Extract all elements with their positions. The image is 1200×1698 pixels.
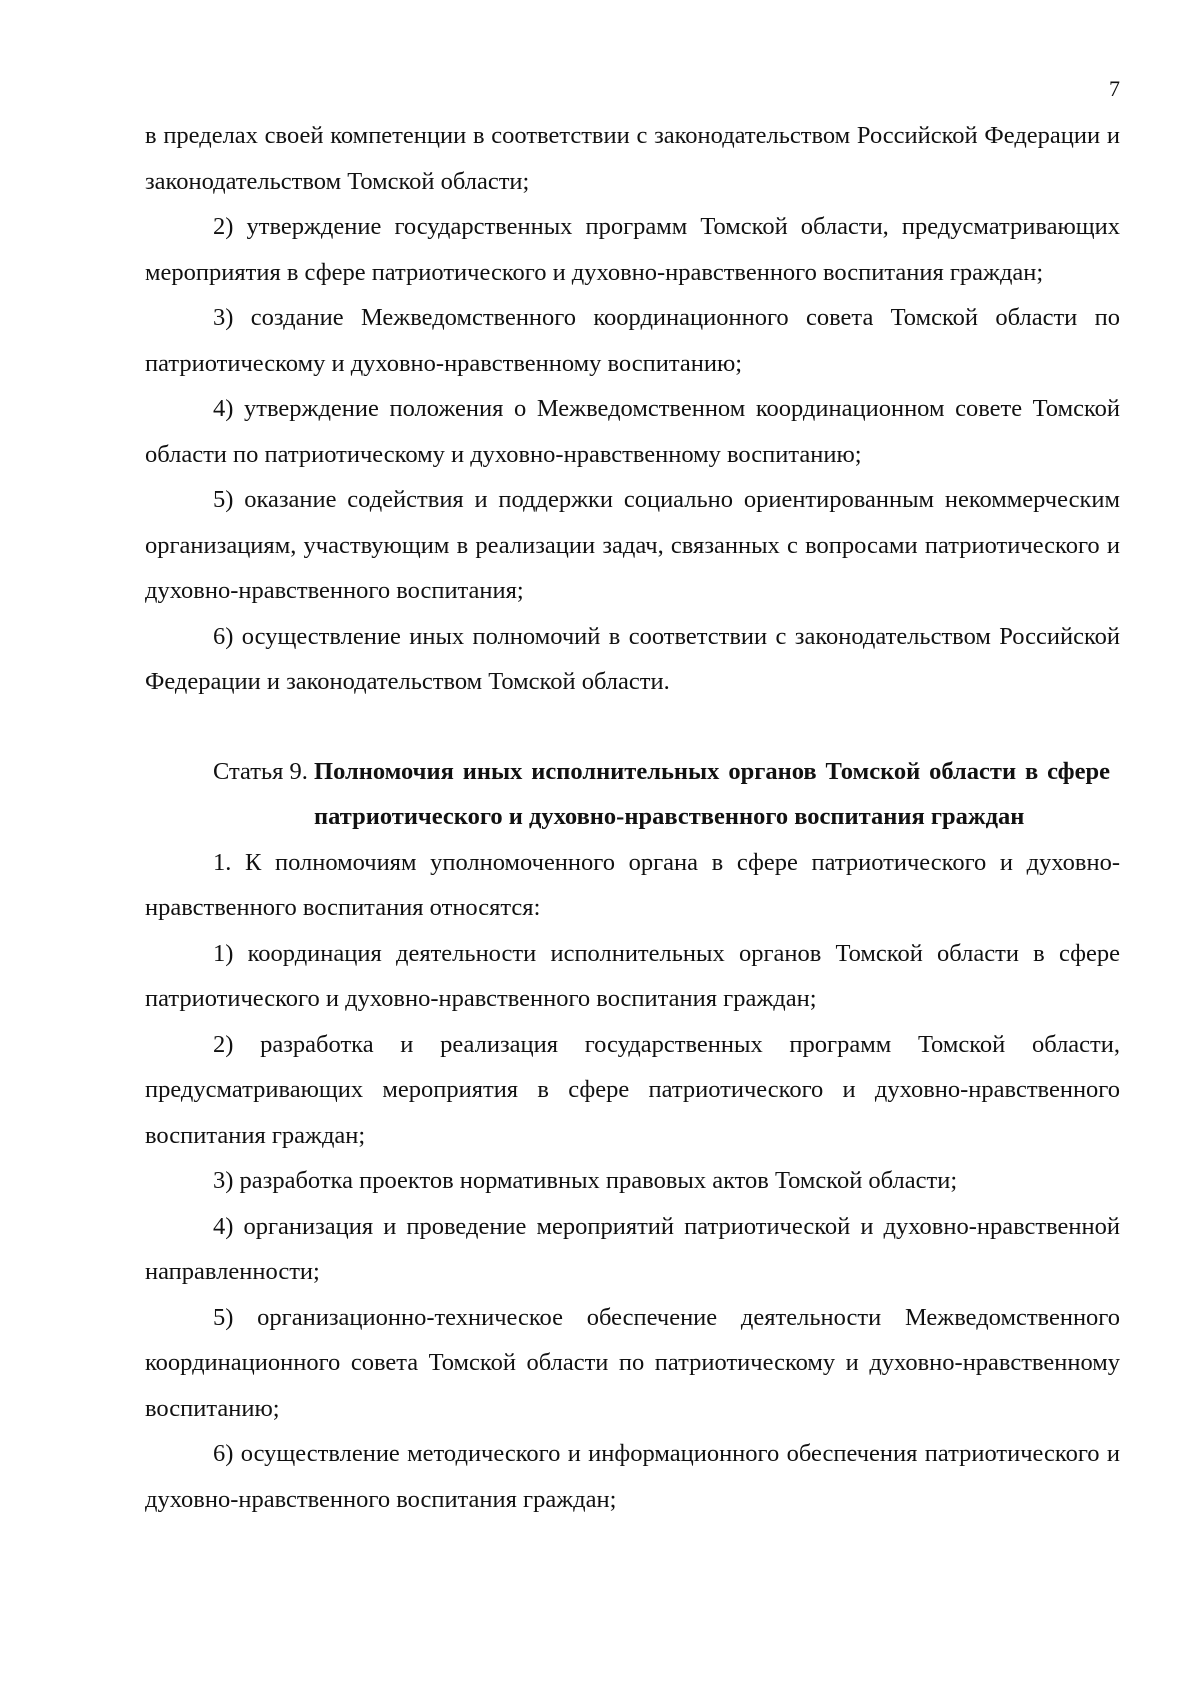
paragraphs-after-article — [145, 840, 1120, 1523]
paragraph: 4) утверждение положения о Межведомственном координационном совете Томской области по патриотическому и духовно-нравственному воспитанию; — [145, 395, 1120, 468]
paragraph: в пределах своей компетенции в соответствии с законодательством Российской Федерации и законодательством Томской области; — [145, 122, 1120, 195]
paragraph: 2) разработка и реализация государственных программ Томской области, предусматривающих мероприятия в сфере патриотического и духовно-нравственного воспитания граждан; — [145, 1030, 1120, 1149]
paragraph: 3) разработка проектов нормативных правовых актов Томской области; — [213, 1167, 958, 1194]
paragraph: 6) осуществление методического и информационного обеспечения патриотического и духовно-нравственного воспитания граждан; — [145, 1440, 1120, 1513]
article-title: Полномочия иных исполнительных органов Томской области в сфере патриотического и духовно-нравственного воспитания граждан — [314, 757, 1110, 830]
article-heading — [145, 749, 1120, 840]
paragraph: 4) организация и проведение мероприятий патриотической и духовно-нравственной направленности; — [145, 1212, 1120, 1285]
document-body — [145, 113, 1120, 1522]
paragraph: 1) координация деятельности исполнительных органов Томской области в сфере патриотического и духовно-нравственного воспитания граждан; — [145, 939, 1120, 1012]
paragraph: 2) утверждение государственных программ Томской области, предусматривающих мероприятия в сфере патриотического и духовно-нравственного воспитания граждан; — [145, 213, 1120, 286]
paragraph: 3) создание Межведомственного координационного совета Томской области по патриотическому и духовно-нравственному воспитанию; — [145, 304, 1120, 377]
paragraph: 5) организационно-техническое обеспечение деятельности Межведомственного координационного совета Томской области по патриотическому и духовно-нравственному воспитанию; — [145, 1303, 1120, 1422]
paragraph: 5) оказание содействия и поддержки социально ориентированным некоммерческим организациям, участвующим в реализации задач, связанных с вопросами патриотического и духовно-нравственного воспитания; — [145, 486, 1120, 604]
page-number: 7 — [1109, 76, 1120, 101]
article-label: Статья 9. — [213, 757, 315, 785]
paragraphs-before-article — [145, 113, 1120, 705]
paragraph: 1. К полномочиям уполномоченного органа в сфере патриотического и духовно-нравственного воспитания относятся: — [145, 848, 1120, 921]
paragraph: 6) осуществление иных полномочий в соответствии с законодательством Российской Федерации и законодательством Томской области. — [145, 622, 1120, 695]
